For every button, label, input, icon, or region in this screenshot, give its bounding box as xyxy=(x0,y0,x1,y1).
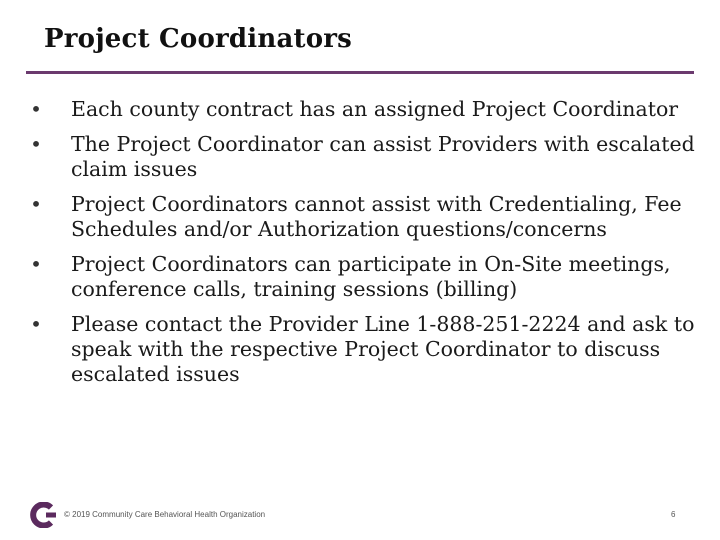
bullet-item xyxy=(26,97,696,122)
bullet-text: Project Coordinators cannot assist with Credentialing, Fee Schedules and/or Authorization questions/concerns xyxy=(71,192,682,241)
bullet-marker: • xyxy=(30,132,42,156)
bullet-text: Please contact the Provider Line 1-888-251-2224 and ask to speak with the respective Project Coordinator to discuss escalated issues xyxy=(71,312,695,386)
bullet-text: Project Coordinators can participate in On-Site meetings, conference calls, training sessions (billing) xyxy=(71,252,671,301)
bullet-item xyxy=(26,252,696,302)
bullet-text: Each county contract has an assigned Project Coordinator xyxy=(71,97,679,121)
bullet-marker: • xyxy=(30,192,42,216)
title-underline xyxy=(26,71,694,74)
bullet-list xyxy=(26,97,696,397)
bullet-item xyxy=(26,192,696,242)
bullet-item xyxy=(26,132,696,182)
bullet-text: The Project Coordinator can assist Providers with escalated claim issues xyxy=(71,132,695,181)
footer-copyright: © 2019 Community Care Behavioral Health Organization xyxy=(64,510,266,519)
bullet-marker: • xyxy=(30,97,42,121)
community-care-c-logo-icon xyxy=(29,502,57,528)
bullet-marker: • xyxy=(30,252,42,276)
page-number: 6 xyxy=(671,510,676,519)
bullet-item xyxy=(26,312,696,387)
slide-title: Project Coordinators xyxy=(44,24,353,54)
bullet-marker: • xyxy=(30,312,42,336)
